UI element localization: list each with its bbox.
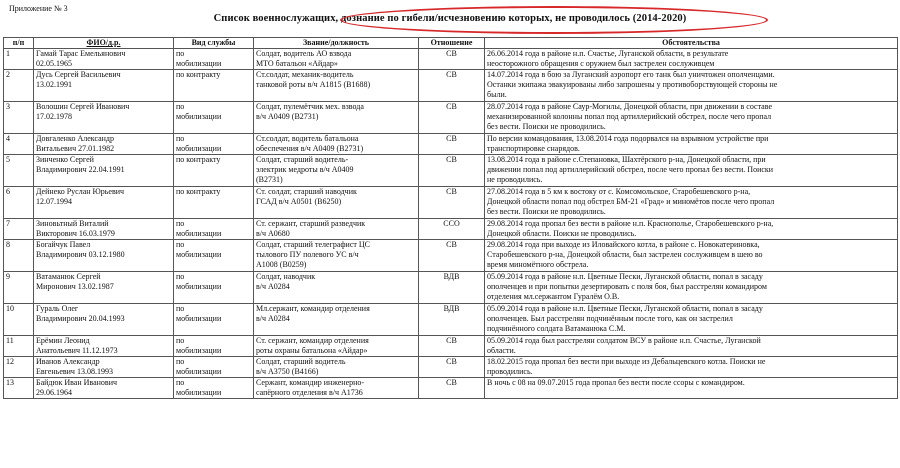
service-line: по контракту (176, 70, 221, 79)
cell-num: 1 (4, 49, 34, 70)
cell-rank (254, 70, 419, 102)
cell-service (174, 102, 254, 134)
table-header-row (4, 38, 898, 49)
table-row (4, 357, 898, 378)
table-row (4, 240, 898, 272)
name-line: Байдюк Иван Иванович (36, 378, 118, 387)
circumstances-line: области. (487, 346, 516, 355)
service-line: мобилизации (176, 388, 222, 397)
name-line: Дусь Сергей Васильевич (36, 70, 121, 79)
service-line: мобилизации (176, 314, 222, 323)
name-line: Довгаленко Александр (36, 134, 114, 143)
cell-circumstances (485, 155, 898, 187)
service-line: по (176, 304, 185, 313)
service-line: мобилизации (176, 346, 222, 355)
circumstances-line: транспортировке снарядов. (487, 144, 580, 153)
table-row (4, 219, 898, 240)
rank-line: Ст.солдат, механик-водитель (256, 70, 354, 79)
circumstances-line: неосторожного обращения с оружием был застрелен сослуживцем (487, 59, 715, 68)
service-line: мобилизации (176, 367, 222, 376)
circumstances-line: 29.08.2014 года пропал без вести в районе н.п. Краснополье, Старобешевского р-на, (487, 219, 774, 228)
cell-circumstances (485, 219, 898, 240)
cell-num: 5 (4, 155, 34, 187)
name-line: Владимирович 03.12.1980 (36, 250, 125, 259)
cell-relation: СВ (419, 49, 485, 70)
rank-line: Ст. сержант, старший разведчик (256, 219, 366, 228)
rank-line: в/ч А0284 (256, 314, 290, 323)
column-header-num: п/п (4, 38, 34, 49)
cell-name (34, 70, 174, 102)
rank-line: Солдат, наводчик (256, 272, 316, 281)
service-line: по (176, 336, 185, 345)
table-row (4, 49, 898, 70)
service-line: по контракту (176, 187, 221, 196)
cell-name (34, 336, 174, 357)
circumstances-line: ополченцев. Был расстрелян подчинённым после того, как он застрелил (487, 314, 733, 323)
cell-relation: СВ (419, 134, 485, 155)
cell-service (174, 272, 254, 304)
name-line: Витальевич 27.01.1982 (36, 144, 115, 153)
table-row (4, 378, 898, 399)
service-line: по контракту (176, 155, 221, 164)
cell-name (34, 102, 174, 134)
cell-circumstances (485, 240, 898, 272)
service-line: по (176, 272, 185, 281)
cell-service (174, 219, 254, 240)
cell-num: 6 (4, 187, 34, 219)
name-line: Ватаманюк Сергей (36, 272, 101, 281)
column-header-name: ФИО/д.р. (34, 38, 174, 49)
rank-line: Солдат, водитель АО взвода (256, 49, 352, 58)
column-header-service: Вид службы (174, 38, 254, 49)
cell-relation: СВ (419, 240, 485, 272)
cell-name (34, 187, 174, 219)
cell-rank (254, 219, 419, 240)
cell-service (174, 187, 254, 219)
cell-circumstances (485, 304, 898, 336)
cell-num: 13 (4, 378, 34, 399)
circumstances-line: В ночь с 08 на 09.07.2015 года пропал без вести после ссоры с командиром. (487, 378, 745, 387)
table-row (4, 336, 898, 357)
rank-line: роты охраны батальона «Айдар» (256, 346, 368, 355)
cell-relation: ССО (419, 219, 485, 240)
cell-service (174, 49, 254, 70)
cell-relation: СВ (419, 187, 485, 219)
circumstances-line: отделения мл.сержантом Гуралём О.В. (487, 292, 620, 301)
cell-relation: СВ (419, 378, 485, 399)
cell-relation: СВ (419, 102, 485, 134)
cell-name (34, 240, 174, 272)
rank-line: тылового ПУ полевого УС в/ч (256, 250, 359, 259)
cell-service (174, 336, 254, 357)
appendix-label: Приложение № 3 (9, 4, 68, 13)
rank-line: Солдат, старший телеграфист ЦС (256, 240, 370, 249)
cell-relation: СВ (419, 357, 485, 378)
cell-service (174, 378, 254, 399)
cell-rank (254, 240, 419, 272)
rank-line: обеспечения в/ч А0409 (В2731) (256, 144, 364, 153)
circumstances-line: 05.09.2014 года в районе н.п. Цветные Пески, Луганской области, попал в засаду (487, 304, 763, 313)
cell-rank (254, 155, 419, 187)
cell-service (174, 70, 254, 102)
cell-num: 12 (4, 357, 34, 378)
rank-line: сапёрного отделения в/ч А1736 (256, 388, 363, 397)
name-line: Волошин Сергей Иванович (36, 102, 130, 111)
cell-circumstances (485, 336, 898, 357)
table-row (4, 304, 898, 336)
name-line: Гураль Олег (36, 304, 79, 313)
circumstances-line: 28.07.2014 года в районе Саур-Могилы, Донецкой области, при движении в составе (487, 102, 772, 111)
cell-name (34, 219, 174, 240)
cell-name (34, 357, 174, 378)
cell-name (34, 378, 174, 399)
rank-line: танковой роты в/ч А1815 (В1688) (256, 80, 371, 89)
column-header-relation: Отношение (419, 38, 485, 49)
circumstances-line: без вести. Поиски не проводились. (487, 122, 606, 131)
rank-line: Мл.сержант, командир отделения (256, 304, 370, 313)
rank-line: Солдат, пулемётчик мех. взвода (256, 102, 364, 111)
cell-circumstances (485, 272, 898, 304)
service-line: мобилизации (176, 250, 222, 259)
cell-relation: СВ (419, 336, 485, 357)
circumstances-line: время миномётного обстрела. (487, 260, 589, 269)
cell-service (174, 304, 254, 336)
document-title: Список военнослужащих, дознание по гибели/исчезновению которых, не проводилось (2014-2020) (213, 13, 687, 24)
roster-table (3, 37, 898, 399)
cell-service (174, 134, 254, 155)
service-line: по (176, 357, 185, 366)
cell-circumstances (485, 49, 898, 70)
circumstances-line: 13.08.2014 года в районе с.Степановка, Шахтёрского р-на, Донецкой области, при (487, 155, 766, 164)
circumstances-line: не проводились. (487, 175, 543, 184)
service-line: по (176, 219, 185, 228)
table-row (4, 102, 898, 134)
cell-rank (254, 134, 419, 155)
cell-circumstances (485, 187, 898, 219)
circumstances-line: механизированной колонны попал под артиллерийский обстрел, после чего пропал (487, 112, 772, 121)
rank-line: Ст. солдат, старший наводчик (256, 187, 357, 196)
cell-rank (254, 304, 419, 336)
rank-line: в/ч А3750 (В4166) (256, 367, 319, 376)
table-row (4, 134, 898, 155)
circumstances-line: 26.06.2014 года в районе н.п. Счастье, Луганской области, в результате (487, 49, 729, 58)
circumstances-line: 27.08.2014 года в 5 км к востоку от с. Комсомольское, Старобешевского р-на, (487, 187, 751, 196)
name-line: 29.06.1964 (36, 388, 72, 397)
name-line: Дейнеко Руслан Юрьевич (36, 187, 125, 196)
cell-relation: СВ (419, 155, 485, 187)
circumstances-line: без вести. Поиски не проводились. (487, 207, 606, 216)
rank-line: ГСАД в/ч А0501 (В6250) (256, 197, 342, 206)
table-row (4, 187, 898, 219)
name-line: 13.02.1991 (36, 80, 72, 89)
circumstances-line: Донецкой области попал под обстрел БМ-21 «Град» и миномётов после чего пропал (487, 197, 775, 206)
service-line: мобилизации (176, 229, 222, 238)
circumstances-line: 14.07.2014 года в бою за Луганский аэропорт его танк был уничтожен ополченцами. (487, 70, 775, 79)
circumstances-line: движении попал под артиллерийский обстрел, после чего пропал без вести. Поиски (487, 165, 774, 174)
name-line: 12.07.1994 (36, 197, 72, 206)
circumstances-line: ополченцев и при попытки дезертировать с поля боя, был расстрелян командиром (487, 282, 767, 291)
name-line: Миронович 13.02.1987 (36, 282, 114, 291)
cell-num: 3 (4, 102, 34, 134)
rank-line: Сержант, командир инженерно- (256, 378, 365, 387)
cell-circumstances (485, 70, 898, 102)
rank-line: Ст. сержант, командир отделения (256, 336, 369, 345)
rank-line: А1008 (В0259) (256, 260, 307, 269)
cell-circumstances (485, 378, 898, 399)
name-line: Ерёмин Леонид (36, 336, 90, 345)
name-line: Богайчук Павел (36, 240, 91, 249)
table-row (4, 272, 898, 304)
cell-service (174, 357, 254, 378)
column-header-rank: Звание/должность (254, 38, 419, 49)
cell-num: 2 (4, 70, 34, 102)
name-line: Зиновьтный Виталий (36, 219, 109, 228)
cell-num: 9 (4, 272, 34, 304)
cell-num: 4 (4, 134, 34, 155)
rank-line: в/ч А0284 (256, 282, 290, 291)
name-line: Иванов Александр (36, 357, 100, 366)
cell-service (174, 155, 254, 187)
cell-rank (254, 49, 419, 70)
service-line: по (176, 49, 185, 58)
circumstances-line: 29.08.2014 года при выходе из Иловайского котла, в районе с. Новокатериновка, (487, 240, 760, 249)
name-line: 02.05.1965 (36, 59, 72, 68)
cell-relation: ВДВ (419, 304, 485, 336)
cell-name (34, 49, 174, 70)
cell-rank (254, 357, 419, 378)
name-line: Владимирович 22.04.1991 (36, 165, 125, 174)
service-line: по (176, 102, 185, 111)
cell-name (34, 272, 174, 304)
circumstances-line: подчинённого солдата Ватаманюка С.М. (487, 324, 626, 333)
rank-line: Ст.солдат, водитель батальона (256, 134, 359, 143)
service-line: по (176, 378, 185, 387)
rank-line: Солдат, старший водитель- (256, 155, 349, 164)
cell-rank (254, 378, 419, 399)
cell-rank (254, 336, 419, 357)
name-line: Евгеньевич 13.08.1993 (36, 367, 113, 376)
cell-name (34, 304, 174, 336)
circumstances-line: были. (487, 90, 507, 99)
service-line: по (176, 134, 185, 143)
name-line: Владимирович 20.04.1993 (36, 314, 125, 323)
rank-line: в/ч А0680 (256, 229, 290, 238)
name-line: Анатольевич 11.12.1973 (36, 346, 118, 355)
cell-relation: СВ (419, 70, 485, 102)
service-line: по (176, 240, 185, 249)
cell-service (174, 240, 254, 272)
rank-line: в/ч А0409 (В2731) (256, 112, 319, 121)
circumstances-line: Останки экипажа эвакуированы либо запрошены у противоборствующей стороны не (487, 80, 778, 89)
cell-num: 11 (4, 336, 34, 357)
service-line: мобилизации (176, 144, 222, 153)
cell-num: 7 (4, 219, 34, 240)
cell-rank (254, 102, 419, 134)
cell-num: 8 (4, 240, 34, 272)
circumstances-line: 05.09.2014 года был расстрелян солдатом ВСУ в районе н.п. Счастье, Луганской (487, 336, 761, 345)
name-line: 17.02.1978 (36, 112, 72, 121)
service-line: мобилизации (176, 59, 222, 68)
name-line: Гамай Тарас Емельянович (36, 49, 126, 58)
rank-line: электрик медроты в/ч А0409 (256, 165, 354, 174)
column-header-circumstances: Обстоятельства (485, 38, 898, 49)
cell-num: 10 (4, 304, 34, 336)
name-line: Викторович 16.03.1979 (36, 229, 115, 238)
table-row (4, 70, 898, 102)
rank-line: (В2731) (256, 175, 283, 184)
service-line: мобилизации (176, 112, 222, 121)
cell-circumstances (485, 134, 898, 155)
circumstances-line: Старобешевского р-на, Донецкой области, был застрелен сослуживцем в шею во (487, 250, 763, 259)
name-line: Зинченко Сергей (36, 155, 94, 164)
circumstances-line: проводились. (487, 367, 533, 376)
circumstances-line: 05.09.2014 года в районе н.п. Цветные Пески, Луганской области, попал в засаду (487, 272, 763, 281)
cell-name (34, 134, 174, 155)
cell-relation: ВДВ (419, 272, 485, 304)
cell-circumstances (485, 102, 898, 134)
rank-line: МТО батальон «Айдар» (256, 59, 338, 68)
cell-circumstances (485, 357, 898, 378)
cell-rank (254, 272, 419, 304)
rank-line: Солдат, старший водитель (256, 357, 346, 366)
cell-name (34, 155, 174, 187)
table-row (4, 155, 898, 187)
circumstances-line: 18.02.2015 года пропал без вести при выходе из Дебальцевского котла. Поиски не (487, 357, 766, 366)
circumstances-line: По версии командования, 13.08.2014 года подорвался на взрывном устройстве при (487, 134, 769, 143)
circumstances-line: Донецкой области. Поиски не проводились. (487, 229, 637, 238)
cell-rank (254, 187, 419, 219)
service-line: мобилизации (176, 282, 222, 291)
